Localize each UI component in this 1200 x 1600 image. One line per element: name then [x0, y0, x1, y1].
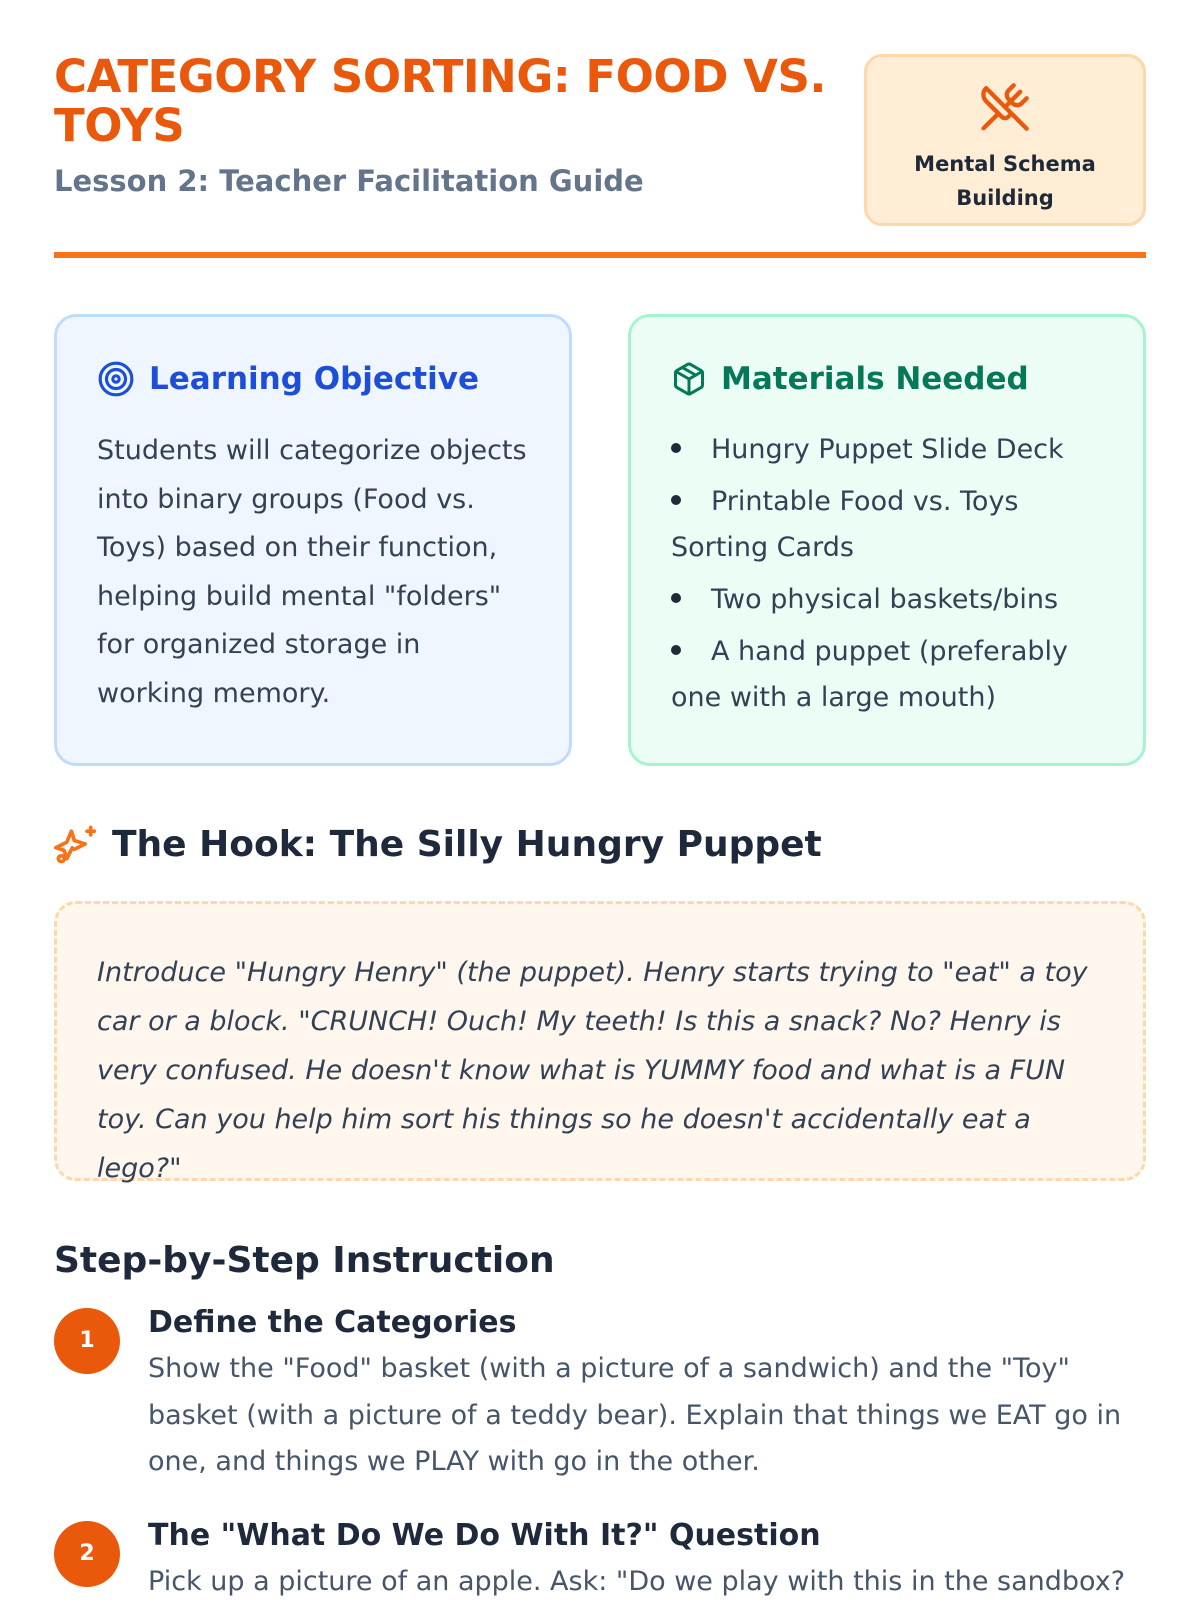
hook-title: The Hook: The Silly Hungry Puppet	[112, 823, 822, 865]
materials-title: Materials Needed	[721, 361, 1029, 397]
package-icon	[671, 361, 707, 397]
step-number-badge: 1	[54, 1308, 120, 1374]
hook-script-text: Introduce "Hungry Henry" (the puppet). Henry starts trying to "eat" a toy car or a block. "CRUNCH! Ouch! My teeth! Is this a snack? No? Henry is very confused. He doesn't know what is YUMMY food and what is a FUN toy. Can you help him sort his things so he doesn't accidentally eat a lego?"	[97, 957, 1088, 1184]
materials-item-text: Hungry Puppet Slide Deck	[711, 434, 1064, 465]
sparkles-icon	[54, 822, 98, 866]
materials-item-text: Two physical baskets/bins	[711, 584, 1059, 615]
utensils-crossed-icon	[979, 81, 1031, 133]
step-item	[54, 1513, 1146, 1600]
step-content	[148, 1300, 1146, 1486]
step-number-badge: 2	[54, 1521, 120, 1587]
step-item	[54, 1300, 1146, 1490]
step-description: Show the "Food" basket (with a picture of a sandwich) and the "Toy" basket (with a picture of a teddy bear). Explain that things we EAT go in one, and things we PLAY with go in the other.	[148, 1353, 1122, 1477]
learning-objective-title: Learning Objective	[149, 361, 479, 397]
bullet-icon	[671, 645, 681, 655]
steps-heading: Step-by-Step Instruction	[54, 1240, 555, 1281]
learning-objective-card	[54, 314, 572, 766]
step-content	[148, 1513, 1146, 1600]
bullet-icon	[671, 593, 681, 603]
materials-list-item	[671, 427, 1103, 473]
step-title: Define the Categories	[148, 1305, 517, 1340]
step-title: The "What Do We Do With It?" Question	[148, 1518, 821, 1553]
learning-objective-header	[97, 359, 529, 399]
schema-badge-label: Mental Schema Building	[914, 152, 1096, 210]
page-title: CATEGORY SORTING: FOOD VS. TOYS	[54, 50, 827, 152]
materials-card	[628, 314, 1146, 766]
step-description: Pick up a picture of an apple. Ask: "Do we play with this in the sandbox?	[148, 1566, 1126, 1597]
page-subtitle: Lesson 2: Teacher Facilitation Guide	[54, 164, 644, 198]
materials-header	[671, 359, 1103, 399]
materials-list	[671, 427, 1103, 721]
materials-item-text: A hand puppet (preferably one with a large mouth)	[671, 636, 1069, 713]
materials-list-item	[671, 577, 1103, 623]
hook-script-box	[54, 901, 1146, 1184]
page-header	[54, 0, 1146, 258]
materials-item-text: Printable Food vs. Toys Sorting Cards	[671, 486, 1019, 563]
info-cards	[54, 314, 1146, 766]
learning-objective-text: Students will categorize objects into binary groups (Food vs. Toys) based on their function, helping build mental "folders" for organized storage in working memory.	[97, 435, 527, 709]
bullet-icon	[671, 443, 681, 453]
materials-list-item	[671, 629, 1103, 721]
materials-list-item	[671, 479, 1103, 571]
schema-badge	[864, 54, 1146, 226]
target-icon	[97, 360, 135, 398]
bullet-icon	[671, 495, 681, 505]
hook-heading	[54, 822, 822, 866]
